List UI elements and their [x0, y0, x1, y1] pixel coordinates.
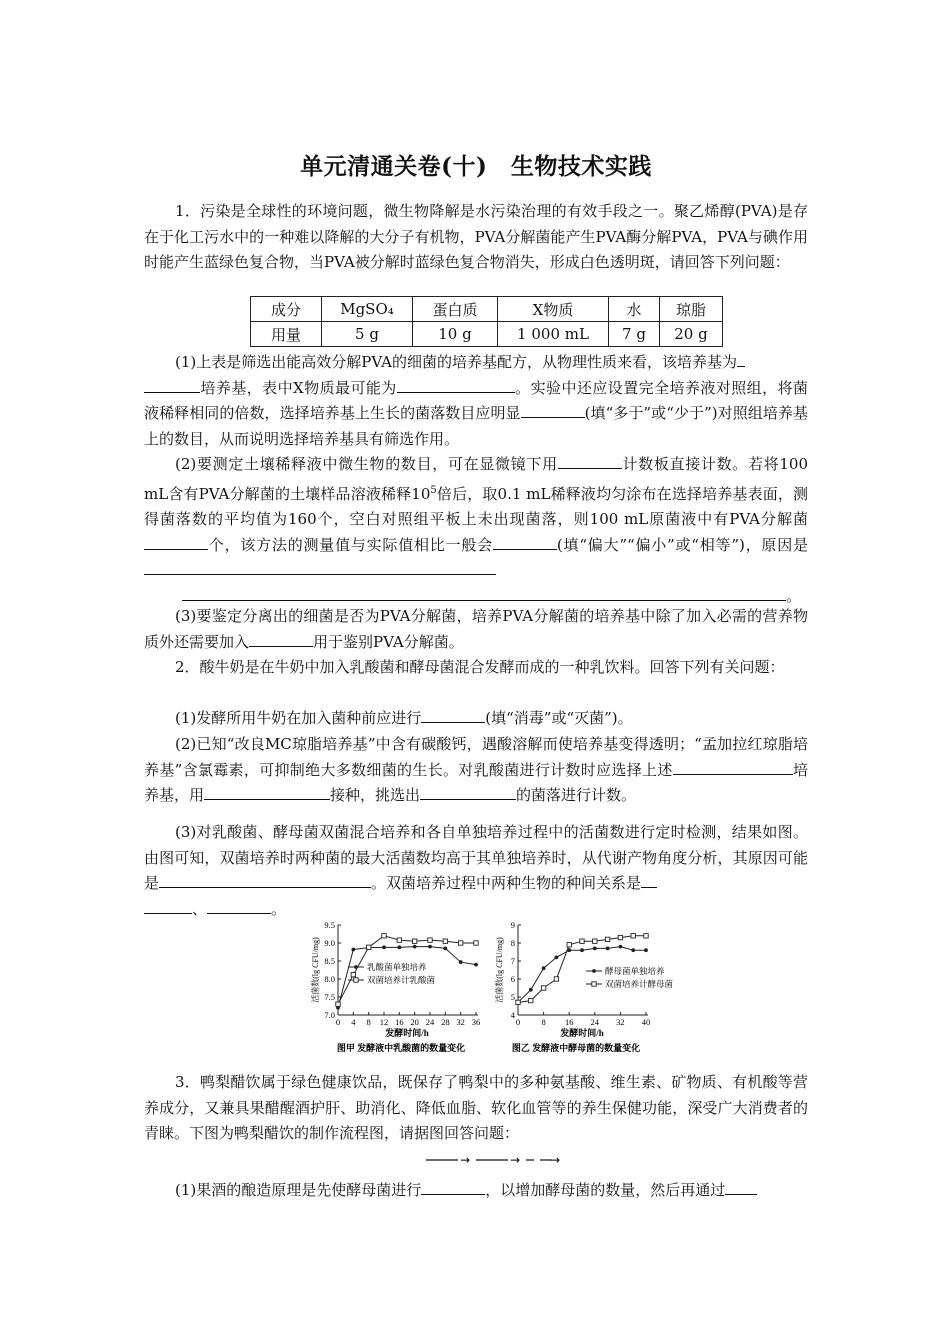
data-point: [459, 960, 463, 964]
data-point: [351, 972, 355, 976]
question-1-part-1: (1)上表是筛选出能高效分解PVA的细菌的培养基配方，从物理性质来看，该培养基为 培养基，表中X物质最可能为 。实验中还应设置完全培养液对照组，将菌液稀释相同的倍数，选择培养基上生长的菌落数目应明显 (填“多于”或“少于”)对照组培养基上的数目，从而说明选择培养基具有筛选作用。: [144, 350, 808, 452]
y-axis-title: 活菌数(lg CFU/mg): [495, 937, 504, 1003]
table-cell: 7 g: [609, 322, 660, 347]
y-tick-label: 9: [510, 921, 515, 930]
legend-label: 双菌培养计乳酸菌: [367, 975, 436, 985]
question-1-part-3: (3)要鉴定分离出的细菌是否为PVA分解菌，培养PVA分解菌的培养基中除了加入必需的营养物质外还需要加入 用于鉴别PVA分解菌。: [144, 607, 808, 651]
y-tick-label: 6: [510, 974, 515, 984]
question-2-stem: 2．酸牛奶是在牛奶中加入乳酸菌和酵母菌混合发酵而成的一种乳饮料。回答下列有关问题：: [175, 658, 785, 676]
data-point: [593, 939, 597, 943]
data-point: [529, 988, 533, 992]
figure-charts: [308, 921, 820, 1063]
data-point: [382, 945, 386, 949]
data-point: [516, 1000, 520, 1004]
x-tick-label: 36: [471, 1017, 481, 1027]
data-point: [397, 945, 401, 949]
x-tick-label: 20: [410, 1017, 419, 1027]
y-axis-title: 活菌数(lg CFU/mg): [311, 937, 320, 1003]
chart-caption: 图乙 发酵液中酵母菌的数量变化: [511, 1043, 641, 1053]
data-point: [428, 945, 432, 949]
data-point: [554, 977, 558, 981]
flow-arrow-head: →: [510, 1153, 521, 1167]
question-2-part-1: (1)发酵所用牛奶在加入菌种前应进行 (填“消毒”或“灭菌”)。: [144, 706, 808, 732]
data-point: [413, 945, 417, 949]
legend-marker: [354, 978, 358, 982]
table-cell: 用量: [251, 322, 322, 347]
x-tick-label: 4: [351, 1017, 356, 1027]
table-cell: MgSO₄: [322, 297, 413, 322]
y-tick-label: 8.5: [324, 956, 335, 966]
table-cell: 成分: [251, 297, 322, 322]
data-point: [644, 934, 648, 938]
x-tick-label: 8: [366, 1017, 371, 1027]
data-point: [618, 935, 622, 939]
data-point: [593, 947, 597, 951]
data-point: [443, 939, 447, 943]
y-tick-label: 7.0: [324, 1010, 335, 1020]
data-point: [619, 945, 623, 949]
table-cell: 10 g: [413, 322, 498, 347]
data-point: [366, 945, 370, 949]
question-1-stem: 1．污染是全球性的环境问题，微生物降解是水污染治理的有效手段之一。聚乙烯醇(PVA)是存在于化工污水中的一种难以降解的大分子有机物，PVA分解菌能产生PVA酶分解PVA，PVA与碘作用时能产生蓝绿色复合物，当PVA被分解时蓝绿色复合物消失，形成白色透明斑，请回答下列问题：: [144, 202, 808, 272]
data-point: [606, 947, 610, 951]
table-cell: 琼脂: [660, 297, 723, 322]
data-point: [555, 956, 559, 960]
y-tick-label: 8.0: [324, 974, 335, 984]
question-2-part-2: (2)已知“改良MC琼脂培养基”中含有碳酸钙，遇酸溶解而使培养基变得透明；“孟加拉红琼脂培养基”含氯霉素，可抑制绝大多数细菌的生长。对乳酸菌进行计数时应选择上述 培养基，用 接种，挑选出 的菌落进行计数。: [144, 735, 808, 805]
data-point: [567, 943, 571, 947]
data-point: [542, 966, 546, 970]
y-tick-label: 8: [510, 938, 515, 948]
legend-marker: [592, 982, 596, 986]
question-1-part-2: (2)要测定土壤稀释液中微生物的数目，可在显微镜下用 计数板直接计数。若将100 mL含有PVA分解菌的土壤样品溶液稀释$10^5$倍后，取0.1 mL稀释液均匀涂布在选择培养基表面，测得菌落数的平均值为160个，空白对照组平板上未出现菌落，则100 mL原菌液中有PVA分解菌个，该方法的测量值与实际值相比一般会 (填“偏大”“偏小”或“相等”)，原因是 。: [144, 452, 808, 610]
chart-caption: 图甲 发酵液中乳酸菌的数量变化: [336, 1043, 466, 1053]
data-point: [631, 934, 635, 938]
table-cell: 蛋白质: [413, 297, 498, 322]
table-cell: X物质: [498, 297, 609, 322]
data-point: [474, 963, 478, 967]
table-row: [251, 322, 723, 347]
legend-label: 酵母菌单独培养: [605, 966, 665, 976]
data-point: [580, 939, 584, 943]
legend-label: 双菌培养计酵母菌: [605, 979, 674, 989]
table-header-row: [251, 297, 723, 322]
chart-yi: [494, 921, 674, 1053]
data-point: [529, 998, 533, 1002]
y-tick-label: 7.5: [324, 992, 335, 1002]
x-tick-label: 16: [395, 1017, 404, 1027]
x-tick-label: 24: [590, 1017, 600, 1027]
medium-table: [250, 296, 723, 347]
data-point: [397, 938, 401, 942]
x-tick-label: 16: [564, 1017, 574, 1027]
flowchart-arrows: [424, 1150, 584, 1170]
table-cell: 5 g: [322, 322, 413, 347]
data-point: [428, 938, 432, 942]
data-point: [443, 947, 447, 951]
y-tick-label: 5: [510, 992, 515, 1002]
data-point: [351, 948, 355, 952]
question-2-part-3: (3)对乳酸菌、酵母菌双菌混合培养和各自单独培养过程中的活菌数进行定时检测，结果如图。由图可知，双菌培养时两种菌的最大活菌数均高于其单独培养时，从代谢产物角度分析，其原因可能是 。双菌培养过程中两种生物的种间关系是 、 。: [144, 823, 808, 918]
y-tick-label: 4: [510, 1010, 515, 1020]
flow-arrow-head: →: [460, 1153, 471, 1167]
x-tick-label: 0: [515, 1017, 521, 1027]
data-point: [412, 939, 416, 943]
data-point: [336, 1002, 340, 1006]
question-3-stem: 3．鸭梨醋饮属于绿色健康饮品，既保存了鸭梨中的多种氨基酸、维生素、矿物质、有机酸等营养成分，又兼具果醋醒酒护肝、助消化、降低血脂、软化血管等的养生保健功能，深受广大消费者的青睐。下图为鸭梨醋饮的制作流程图，请据图回答问题：: [144, 1073, 808, 1143]
data-point: [458, 941, 462, 945]
x-tick-label: 28: [441, 1017, 450, 1027]
y-tick-label: 7: [510, 956, 515, 966]
data-point: [541, 986, 545, 990]
x-tick-label: 24: [425, 1017, 435, 1027]
table-cell: 1 000 mL: [498, 322, 609, 347]
table-cell: 水: [609, 297, 660, 322]
x-tick-label: 12: [379, 1017, 389, 1027]
data-point: [382, 934, 386, 938]
question-3-part-1: (1)果酒的酿造原理是先使酵母菌进行 ，以增加酵母菌的数量，然后再通过: [144, 1178, 808, 1204]
x-tick-label: 32: [616, 1017, 625, 1027]
data-point: [644, 948, 648, 952]
data-point: [631, 948, 635, 952]
data-point: [474, 941, 478, 945]
x-tick-label: 0: [335, 1017, 341, 1027]
y-tick-label: 9.5: [324, 921, 335, 930]
table-cell: 20 g: [660, 322, 723, 347]
legend-label: 乳酸菌单独培养: [367, 962, 427, 972]
x-axis-title: 发酵时间/h: [385, 1028, 429, 1038]
x-axis-title: 发酵时间/h: [560, 1028, 604, 1038]
data-point: [580, 948, 584, 952]
legend-marker: [592, 969, 596, 973]
x-tick-label: 40: [641, 1017, 651, 1027]
data-point: [605, 937, 609, 941]
x-tick-label: 8: [541, 1017, 546, 1027]
flow-arrow-head: →: [550, 1153, 561, 1167]
chart-jia: [310, 921, 480, 1053]
y-tick-label: 9.0: [324, 938, 335, 948]
page-title: 单元清通关卷(十) 生物技术实践: [300, 153, 652, 180]
x-tick-label: 32: [456, 1017, 465, 1027]
